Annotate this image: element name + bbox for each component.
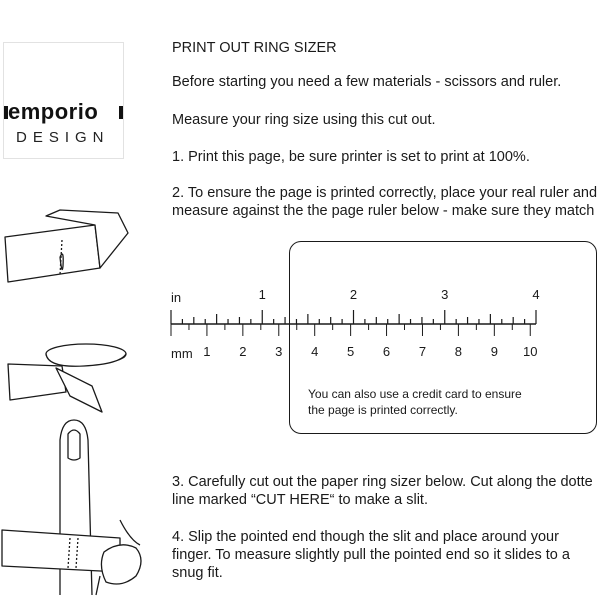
mm-tick-label: 9 bbox=[490, 344, 498, 359]
step-2-line-1: 2. To ensure the page is printed correctly, place your real ruler and bbox=[172, 185, 598, 201]
step-1-text: 1. Print this page, be sure printer is set to print at 100%. bbox=[172, 149, 530, 165]
mm-unit-label: mm bbox=[171, 346, 193, 361]
inch-tick-label: 1 bbox=[258, 287, 266, 302]
mm-tick-label: 3 bbox=[275, 344, 283, 359]
inch-unit-label: in bbox=[171, 290, 182, 305]
ruler bbox=[171, 287, 540, 361]
inch-tick-label: 2 bbox=[349, 287, 358, 302]
mm-tick-label: 10 bbox=[523, 344, 538, 359]
step-4-line-2: finger. To measure slightly pull the pointed end so it slides to a bbox=[172, 547, 570, 563]
mm-tick-label: 2 bbox=[239, 344, 247, 359]
step-2-line-2: measure against the the page ruler below - make sure they match bbox=[172, 203, 595, 219]
step-4-line-1: 4. Slip the pointed end though the slit and place around your bbox=[172, 529, 559, 545]
step-4-line-3: snug fit. bbox=[172, 565, 223, 581]
finger-illustration bbox=[2, 420, 141, 595]
mm-tick-label: 7 bbox=[418, 344, 427, 359]
mm-ticks bbox=[171, 324, 530, 336]
paper-strip-illustration bbox=[5, 210, 128, 282]
logo-subtitle: DESIGN bbox=[16, 129, 110, 146]
page-title: PRINT OUT RING SIZER bbox=[172, 40, 337, 56]
inch-labels bbox=[259, 287, 540, 302]
mm-tick-label: 4 bbox=[311, 344, 319, 359]
step-3-line-1: 3. Carefully cut out the paper ring sizer below. Cut along the dotte bbox=[172, 474, 593, 490]
inch-tick-label: 3 bbox=[441, 287, 449, 302]
ring-loop-illustration bbox=[8, 344, 126, 412]
credit-card-note-line-2: the page is printed correctly. bbox=[308, 403, 458, 417]
mm-tick-label: 6 bbox=[382, 344, 391, 359]
mm-tick-label: 1 bbox=[203, 344, 211, 359]
mm-labels bbox=[203, 344, 537, 359]
intro-text: Before starting you need a few materials - scissors and ruler. bbox=[172, 74, 562, 90]
measure-text: Measure your ring size using this cut out. bbox=[172, 112, 436, 128]
mm-tick-label: 5 bbox=[347, 344, 355, 359]
inch-tick-label: 4 bbox=[532, 287, 540, 302]
step-3-line-2: line marked “CUT HERE“ to make a slit. bbox=[172, 492, 428, 508]
logo-wordmark: emporio bbox=[8, 99, 99, 124]
mm-tick-label: 8 bbox=[454, 344, 463, 359]
credit-card-note-line-1: You can also use a credit card to ensure bbox=[308, 387, 522, 401]
inch-ticks bbox=[171, 310, 536, 324]
